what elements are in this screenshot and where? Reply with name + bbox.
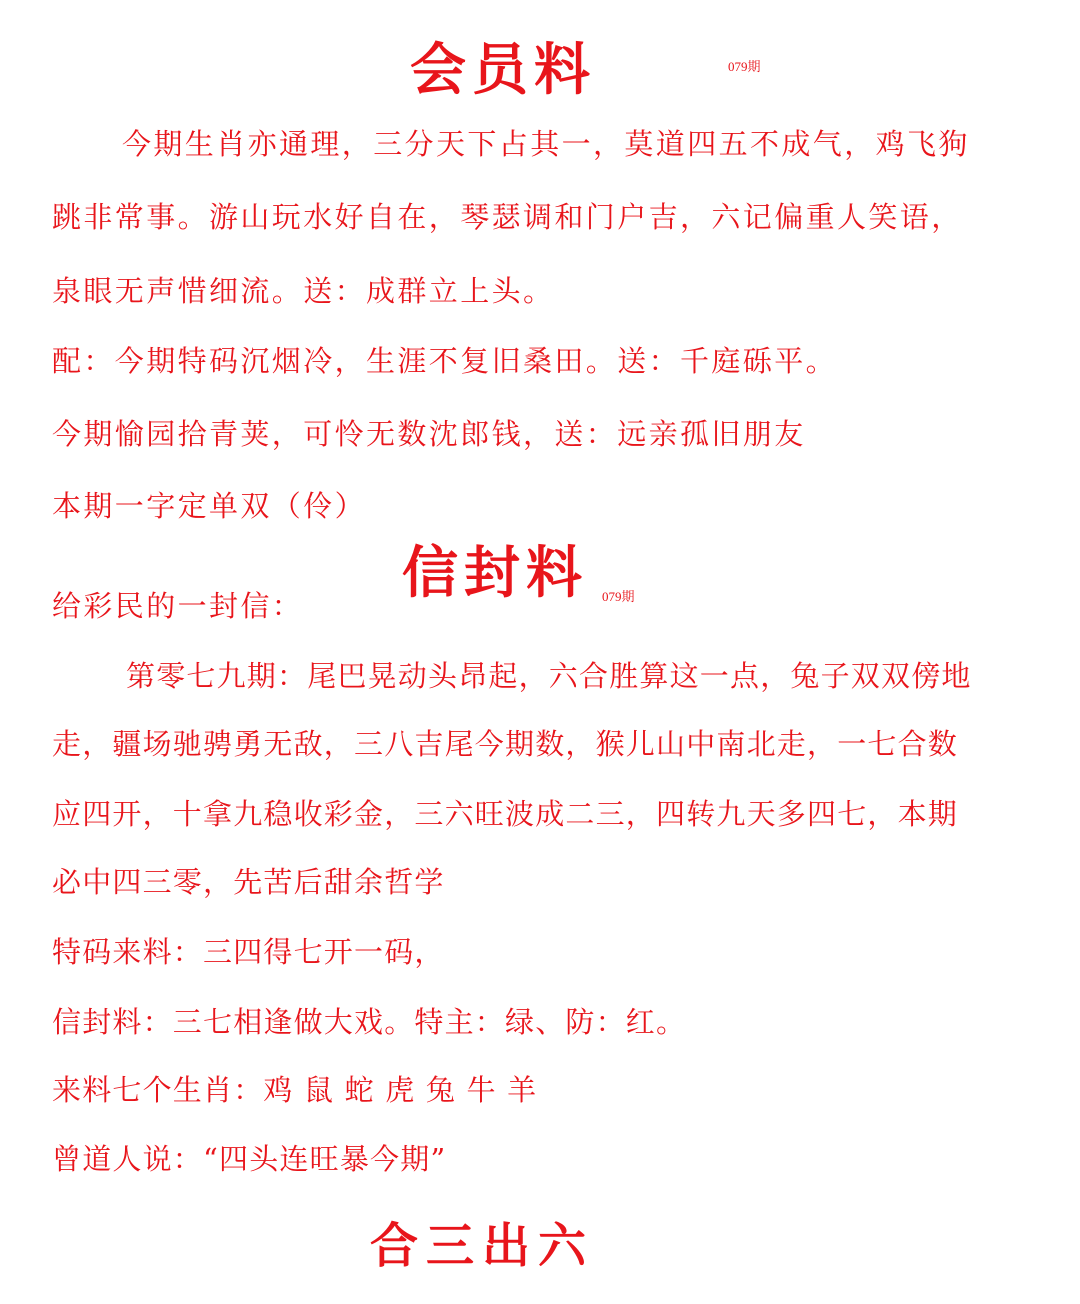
member-line-4: 配：今期特码沉烟冷，生涯不复旧桑田。送：千庭砾平。: [52, 344, 838, 378]
footer-title: 合三出六: [370, 1218, 595, 1274]
envelope-line-4: 必中四三零，先苦后甜余哲学: [52, 865, 445, 899]
envelope-line-8: 曾道人说：“四头连旺暴今期”: [52, 1142, 447, 1176]
envelope-line-6: 信封料：三七相逢做大戏。特主：绿、防：红。: [52, 1005, 687, 1039]
envelope-line-1: 第零七九期：尾巴晃动头昂起，六合胜算这一点，兔子双双傍地: [126, 659, 972, 693]
member-line-3: 泉眼无声惜细流。送：成群立上头。: [52, 274, 555, 308]
member-line-1: 今期生肖亦通理，三分天下占其一，莫道四五不成气，鸡飞狗: [122, 127, 970, 161]
envelope-issue: 079期: [602, 589, 635, 604]
member-issue: 079期: [728, 59, 761, 74]
member-title: 会员料: [410, 37, 596, 103]
envelope-line-3: 应四开，十拿九稳收彩金，三六旺波成二三，四转九天多四七，本期: [52, 797, 959, 831]
envelope-line-2: 走，疆场驰骋勇无敌，三八吉尾今期数，猴儿山中南北走，一七合数: [52, 727, 959, 761]
member-line-5: 今期愉园拾青荚，可怜无数沈郎钱，送：远亲孤旧朋友: [52, 417, 806, 451]
envelope-title: 信封料: [402, 540, 588, 606]
envelope-greeting: 给彩民的一封信：: [52, 589, 304, 623]
envelope-line-5: 特码来料：三四得七开一码，: [52, 935, 445, 969]
envelope-line-7: 来料七个生肖：鸡 鼠 蛇 虎 兔 牛 羊: [52, 1073, 538, 1107]
member-line-6: 本期一字定单双（伶）: [52, 489, 367, 523]
member-line-2: 跳非常事。游山玩水好自在，琴瑟调和门户吉，六记偏重人笑语，: [52, 200, 963, 234]
